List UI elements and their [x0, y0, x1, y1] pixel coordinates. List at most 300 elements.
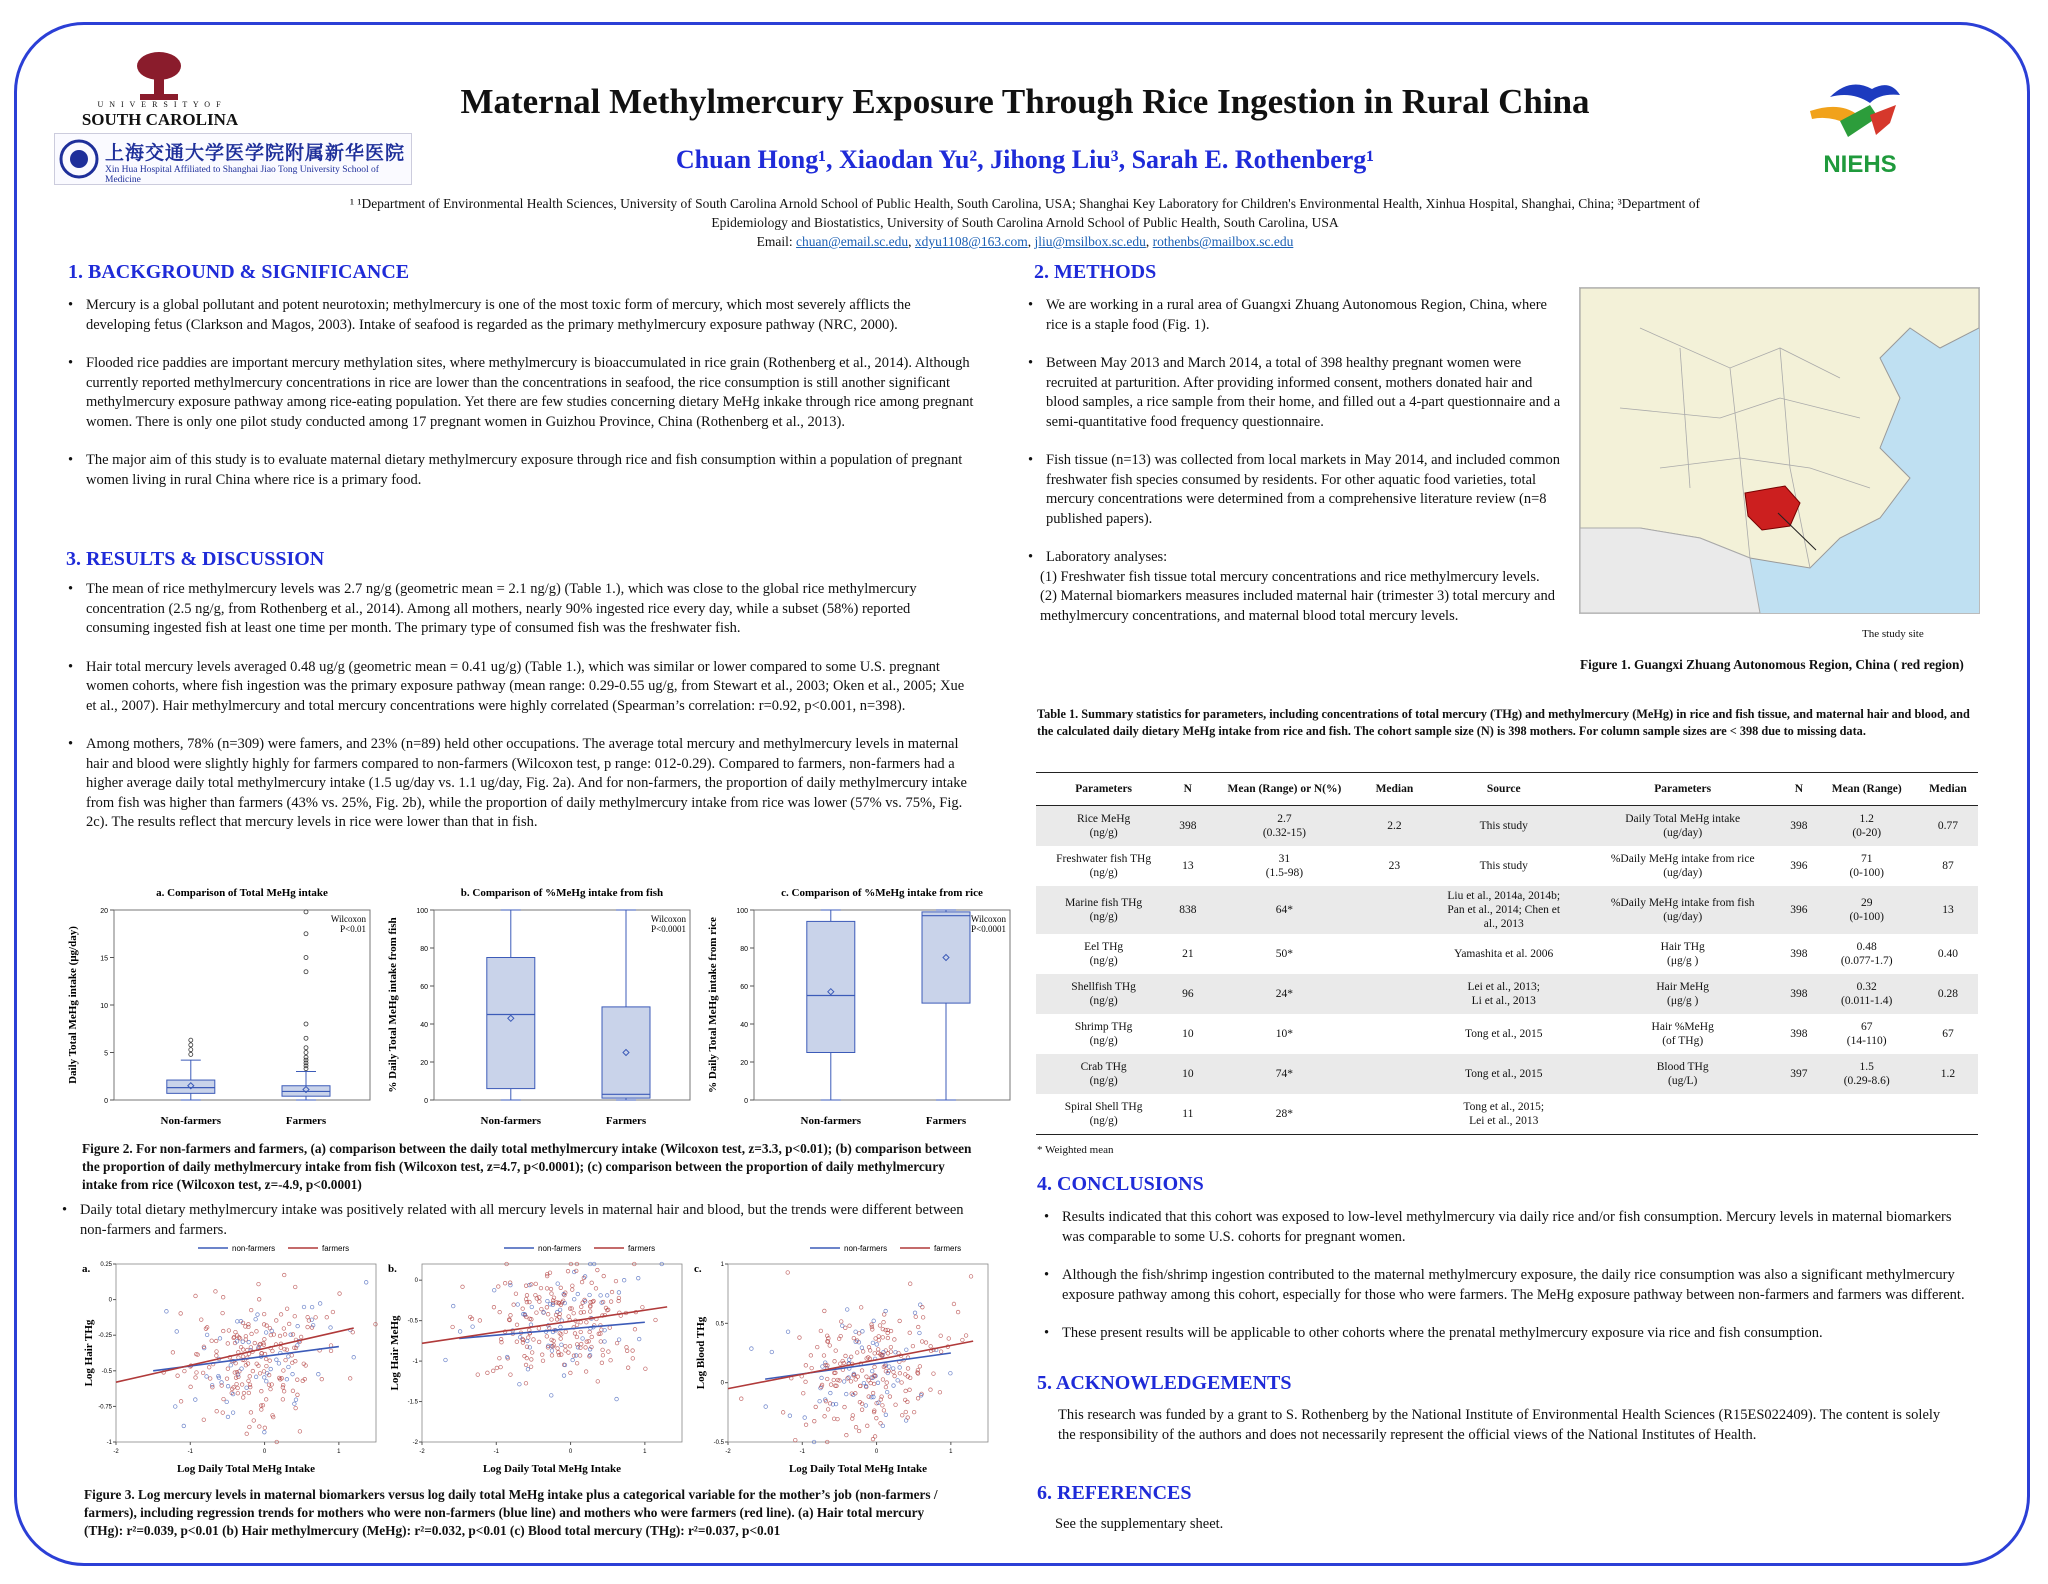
scatter-point [234, 1330, 238, 1334]
scatter-point [291, 1333, 295, 1337]
boxplot-title: c. Comparison of %MeHg intake from rice [781, 887, 983, 899]
table-header-cell: Source [1424, 773, 1583, 806]
scatter-point [848, 1324, 852, 1328]
table-row [1036, 934, 1978, 974]
scatter-point [248, 1425, 252, 1429]
scatter-point [287, 1355, 291, 1359]
scatter-point [872, 1319, 876, 1323]
scatter-point [590, 1281, 594, 1285]
scatter-point [892, 1384, 896, 1388]
results-heading: 3. RESULTS & DISCUSSION [66, 548, 325, 570]
scatter-point [916, 1368, 920, 1372]
scatter-point [294, 1359, 298, 1363]
scatter-point [625, 1346, 629, 1350]
scatter-point [563, 1293, 567, 1297]
scatter-point [549, 1287, 553, 1291]
table-row [1036, 1014, 1978, 1054]
table-cell: This study [1479, 860, 1528, 872]
scatter-point [524, 1284, 528, 1288]
y-tick-label: 0 [108, 1297, 112, 1304]
scatter-point [257, 1282, 261, 1286]
scatter-point [861, 1330, 865, 1334]
scatter-point [194, 1376, 198, 1380]
scatter-point [275, 1358, 279, 1362]
table-cell: 2.2 [1364, 806, 1424, 847]
table-cell: 1.2 [1918, 1054, 1978, 1094]
scatter-point [306, 1325, 310, 1329]
scatter-point [599, 1294, 603, 1298]
scatter-point [294, 1398, 298, 1402]
y-tick-label: -2 [412, 1440, 418, 1446]
email-link-3[interactable]: jliu@msilbox.sc.edu [1034, 234, 1146, 249]
scatter-point [781, 1411, 785, 1415]
email-link-1[interactable]: chuan@email.sc.edu [796, 234, 909, 249]
scatter-point [641, 1305, 645, 1309]
table-cell: 396 [1782, 886, 1815, 934]
y-tick-label: 40 [420, 1022, 428, 1029]
scatter-point [348, 1377, 352, 1381]
scatter-point [818, 1399, 822, 1403]
scatter-point [521, 1341, 525, 1345]
scatter-point [559, 1286, 563, 1290]
x-tick-label: -1 [493, 1449, 499, 1455]
scatter-point [236, 1391, 240, 1395]
scatter-point [265, 1364, 269, 1368]
scatter-point [896, 1379, 900, 1383]
table-cell: 1.2 (0-20) [1816, 806, 1918, 847]
scatter-point [605, 1294, 609, 1298]
table-cell: 11 [1182, 1108, 1194, 1120]
scatter-point [201, 1371, 205, 1375]
scatter-point [550, 1292, 554, 1296]
scatter-point [614, 1279, 618, 1283]
scatter-point [865, 1375, 869, 1379]
scatter-point [969, 1275, 973, 1279]
scatter-point [302, 1305, 306, 1309]
scatter-point [251, 1369, 255, 1373]
scatter-point [293, 1314, 297, 1318]
scatter-point [207, 1365, 211, 1369]
legend-label: farmers [322, 1244, 350, 1253]
scatter-point [615, 1341, 619, 1345]
scatter-point [846, 1377, 850, 1381]
scatter-point [575, 1335, 579, 1339]
y-tick-label: 0 [744, 1098, 748, 1105]
y-tick-label: -0.75 [98, 1404, 112, 1411]
table-header-cell: Median [1364, 773, 1424, 806]
outlier-point [304, 932, 308, 936]
scatter-point [838, 1362, 842, 1366]
scatter-point [844, 1354, 848, 1358]
y-axis-label: Log Hair MeHg [389, 1315, 401, 1391]
scatter-point [532, 1338, 536, 1342]
china-map-graphic [1580, 288, 1979, 613]
x-tick-label: -2 [419, 1449, 425, 1455]
scatter-point [176, 1374, 180, 1378]
table-cell: Liu et al., 2014a, 2014b; Pan et al., 2014; Chen et al., 2013 [1424, 886, 1583, 934]
background-bullet: • The major aim of this study is to evaluate maternal dietary methylmercury exposure through rice and fish consumption within a population of pregnant women living in rural China where rice is a primary food. [66, 451, 976, 490]
scatter-point [869, 1381, 873, 1385]
scatter-point [546, 1299, 550, 1303]
scatter-point [550, 1349, 554, 1353]
scatter-point [939, 1334, 943, 1338]
background-bullets [66, 296, 976, 509]
scatter-point [555, 1318, 559, 1322]
scatter-point [183, 1369, 187, 1373]
scatter-point [540, 1307, 544, 1311]
scatter-point [530, 1351, 534, 1355]
scatter-point [819, 1329, 823, 1333]
scatter-point [260, 1389, 264, 1393]
scatter-point [329, 1349, 333, 1353]
plot-area [114, 910, 370, 1100]
scatter-point [268, 1359, 272, 1363]
x-tick-label: -1 [187, 1449, 193, 1455]
scatter-point [530, 1305, 534, 1309]
scatter-point [601, 1348, 605, 1352]
scatter-point [631, 1349, 635, 1353]
outlier-point [189, 1038, 193, 1042]
background-bullet: • Mercury is a global pollutant and potent neurotoxin; methylmercury is one of the most toxic form of mercury, which most severely afflicts the developing fetus (Clarkson and Magos, 2003). Intake of seafood is regarded as the primary methylmercury exposure pathway (NRC, 2000). [66, 296, 976, 335]
scatter-point [906, 1416, 910, 1420]
scatter-point [918, 1331, 922, 1335]
box [922, 912, 970, 1003]
scatter-point [584, 1346, 588, 1350]
references-heading: 6. REFERENCES [1037, 1482, 1192, 1504]
niehs-logo-text: NIEHS [1823, 151, 1897, 178]
scatter-point [255, 1330, 259, 1334]
scatter-point [282, 1389, 286, 1393]
boxplot-c [700, 880, 1020, 1130]
panel-label: b. [388, 1263, 397, 1275]
scatter-point [269, 1387, 273, 1391]
scatter-point [961, 1338, 965, 1342]
y-tick-label: 0 [104, 1098, 108, 1105]
scatter-point [215, 1350, 219, 1354]
scatter-point [199, 1318, 203, 1322]
legend-label: farmers [934, 1244, 962, 1253]
scatter-point [529, 1323, 533, 1327]
scatter-point [285, 1307, 289, 1311]
scatter-point [492, 1288, 496, 1292]
scatter-point [810, 1366, 814, 1370]
table-cell: 71 (0-100) [1849, 853, 1884, 879]
email-link-4[interactable]: rothenbs@mailbox.sc.edu [1152, 234, 1294, 249]
scatter-point [884, 1309, 888, 1313]
x-tick-label: 1 [337, 1449, 341, 1455]
scatter-point [854, 1378, 858, 1382]
scatter-point [908, 1282, 912, 1286]
table-row [1036, 1094, 1978, 1134]
box [487, 958, 535, 1089]
y-tick-label: 80 [420, 946, 428, 953]
scatter-point [205, 1375, 209, 1379]
y-axis-label: Daily Total MeHg intake (μg/day) [67, 926, 79, 1084]
table-cell: Shellfish THg (ng/g) [1036, 974, 1171, 1014]
scatter-point [845, 1308, 849, 1312]
table-cell [1816, 1094, 1918, 1134]
xinhua-english-name: Xin Hua Hospital Affiliated to Shanghai Jiao Tong University School of Medicine [105, 165, 379, 185]
scatter-point [235, 1320, 239, 1324]
scatter-point [512, 1303, 516, 1307]
conclusions-heading: 4. CONCLUSIONS [1037, 1173, 1204, 1195]
scatter-point [227, 1329, 231, 1333]
table-cell: 0.40 [1937, 948, 1958, 960]
xinhua-chinese-name: 上海交通大学医学院附属新华医院 [105, 142, 406, 164]
usc-logo [70, 44, 250, 130]
table-cell: 29 (0-100) [1816, 886, 1918, 934]
xinhua-seal-icon [59, 139, 99, 179]
results-bullet: • Hair total mercury levels averaged 0.48 ug/g (geometric mean = 0.41 ug/g) (Table 1.), which was similar or lower compared to some U.S. pregnant women cohorts, where fish ingestion was the primary exposure pathway (mean range: 0.29-0.55 ug/g, from Stewart et al., 2003; Oken et al., 2005; Xue et al., 2007). Hair methylmercury and total mercury concentrations were highly correlated (Spearman’s correlation: r=0.92, p<0.001, n=398). [66, 658, 976, 717]
scatter-point [249, 1308, 253, 1312]
scatter-point [284, 1358, 288, 1362]
scatter-point [250, 1332, 254, 1336]
category-label: Non-farmers [480, 1115, 542, 1127]
scatter-point [854, 1425, 858, 1429]
regression-line-farmers [422, 1307, 667, 1343]
scatter-point [881, 1378, 885, 1382]
boxplot-b [380, 880, 700, 1130]
scatter-point [262, 1312, 266, 1316]
table-cell: 0.77 [1918, 806, 1978, 847]
scatter-point [843, 1405, 847, 1409]
scatter-point [860, 1346, 864, 1350]
table-cell: 21 [1182, 948, 1194, 960]
scatter-point [888, 1395, 892, 1399]
scatterplot-b [384, 1240, 690, 1480]
scatter-point [240, 1367, 244, 1371]
scatter-point [252, 1419, 256, 1423]
table-cell: Freshwater fish THg (ng/g) [1056, 853, 1152, 879]
scatter-point [282, 1327, 286, 1331]
methods-bullet: • We are working in a rural area of Guangxi Zhuang Autonomous Region, China, where rice is a staple food (Fig. 1). [1026, 296, 1566, 335]
scatter-point [296, 1393, 300, 1397]
scatter-point [615, 1397, 619, 1401]
scatter-point [876, 1348, 880, 1352]
y-tick-label: 5 [104, 1050, 108, 1058]
scatter-point [845, 1433, 849, 1437]
table-cell: Crab THg (ng/g) [1036, 1054, 1171, 1094]
legend-label: non-farmers [538, 1244, 582, 1253]
table-header-cell: Parameters [1583, 773, 1782, 806]
scatter-point [938, 1390, 942, 1394]
scatter-point [277, 1362, 281, 1366]
scatter-point [600, 1361, 604, 1365]
scatter-point [898, 1366, 902, 1370]
outlier-point [304, 1055, 308, 1059]
scatter-point [867, 1345, 871, 1349]
figure-2-caption: Figure 2. For non-farmers and farmers, (a) comparison between the daily total methylmercury intake (Wilcoxon test, z=3.3, p<0.01); (b) comparison between the proportion of daily methylmercury intake from fish (Wilcoxon test, z=4.7, p<0.0001); (c) comparison between the proportion of daily methylmercury intake from rice (Wilcoxon test, z=-4.9, p<0.0001) [82, 1141, 972, 1192]
scatter-point [374, 1322, 378, 1326]
scatter-point [296, 1324, 300, 1328]
scatter-point [793, 1438, 797, 1442]
scatter-point [231, 1411, 235, 1415]
scatter-point [579, 1330, 583, 1334]
table-cell [1583, 1094, 1782, 1134]
scatter-point [601, 1353, 605, 1357]
scatter-point [924, 1341, 928, 1345]
scatter-point [839, 1320, 843, 1324]
scatter-point [194, 1398, 198, 1402]
scatter-point [264, 1398, 268, 1402]
scatter-point [893, 1374, 897, 1378]
scatter-point [509, 1283, 513, 1287]
scatter-point [496, 1285, 500, 1289]
scatter-point [247, 1391, 251, 1395]
scatter-point [530, 1358, 534, 1362]
table-1-caption: Table 1. Summary statistics for parameters, including concentrations of total mercury (THg) and methylmercury (MeHg) in rice and fish tissue, and maternal hair and blood, and the calculated daily dietary MeHg intake from rice and fish. The cohort sample size (N) is 398 mothers. For column sample sizes are < 398 due to missing data. [1037, 707, 1970, 738]
scatter-point [875, 1416, 879, 1420]
scatter-point [195, 1371, 199, 1375]
scatter-point [812, 1419, 816, 1423]
scatter-point [877, 1338, 881, 1342]
scatter-point [564, 1330, 568, 1334]
scatter-point [264, 1379, 268, 1383]
scatter-point [293, 1402, 297, 1406]
scatter-point [809, 1354, 813, 1358]
scatter-point [911, 1344, 915, 1348]
table-cell: 24* [1204, 974, 1364, 1014]
scatter-point [887, 1365, 891, 1369]
scatter-point [770, 1350, 774, 1354]
scatter-point [537, 1327, 541, 1331]
scatter-point [320, 1377, 324, 1381]
scatter-point [764, 1405, 768, 1409]
email-link-2[interactable]: xdyu1108@163.com [914, 234, 1028, 249]
annotation-text: P<0.0001 [971, 924, 1006, 934]
scatter-point [633, 1327, 637, 1331]
scatter-point [596, 1380, 600, 1384]
scatter-point [820, 1376, 824, 1380]
legend-label: farmers [628, 1244, 656, 1253]
scatter-point [860, 1369, 864, 1373]
scatter-point [588, 1355, 592, 1359]
scatter-point [248, 1375, 252, 1379]
scatter-point [804, 1423, 808, 1427]
scatter-point [654, 1318, 658, 1322]
scatter-point [550, 1354, 554, 1358]
y-tick-label: 100 [736, 908, 748, 915]
acknowledgements-text: This research was funded by a grant to S. Rothenberg by the National Institute of Environmental Health Sciences (R15ES022409). The content is solely the responsibility of the authors and does not necessarily represent the official views of the National Institutes of Health. [1058, 1407, 1941, 1443]
scatter-point [610, 1290, 614, 1294]
scatter-point [352, 1355, 356, 1359]
y-tick-label: -1 [412, 1359, 418, 1366]
scatter-point [833, 1360, 837, 1364]
table-cell [1364, 934, 1424, 974]
results-bullet: • Among mothers, 78% (n=309) were famers, and 23% (n=89) held other occupations. The average total mercury and methylmercury levels in maternal hair and blood were slightly highly for farmers compared to non-farmers (Wilcoxon test, p range: 012-0.29). Compared to farmers, non-farmers had a higher average daily total methylmercury intake (1.5 ug/day vs. 1.1 ug/day, Fig. 2a). And for non-farmers, the proportion of daily methylmercury intake from fish was higher than farmers (43% vs. 25%, Fig. 2b), while the proportion of daily methylmercury intake from rice was lower (57% vs. 75%, Fig. 2c). The results reflect that mercury levels in rice were lower than that in fish. [66, 735, 976, 833]
y-tick-label: -1 [106, 1440, 112, 1446]
table-cell: 50* [1275, 948, 1294, 960]
table-cell: Rice MeHg (ng/g) [1036, 806, 1171, 847]
scatter-point [526, 1367, 530, 1371]
scatter-point [254, 1317, 258, 1321]
scatter-point [949, 1371, 953, 1375]
scatter-point [569, 1371, 573, 1375]
scatter-point [179, 1312, 183, 1316]
scatter-point [451, 1325, 455, 1329]
scatter-point [852, 1336, 856, 1340]
scatter-point [575, 1361, 579, 1365]
scatter-point [215, 1354, 219, 1358]
scatter-point [599, 1340, 603, 1344]
table-cell: 396 [1790, 860, 1808, 872]
y-tick-label: 40 [740, 1022, 748, 1029]
methods-bullets [1026, 296, 1566, 626]
scatter-point [461, 1285, 465, 1289]
y-tick-label: 10 [100, 1003, 108, 1010]
scatter-point [540, 1353, 544, 1357]
scatter-point [287, 1365, 291, 1369]
legend-label: non-farmers [232, 1244, 276, 1253]
scatter-point [509, 1373, 513, 1377]
methods-heading: 2. METHODS [1034, 261, 1157, 283]
scatter-point [175, 1330, 179, 1334]
scatter-point [786, 1271, 790, 1275]
scatter-point [596, 1268, 600, 1272]
scatter-point [471, 1325, 475, 1329]
scatter-point [859, 1306, 863, 1310]
scatter-point [248, 1385, 252, 1389]
table-cell: 397 [1782, 1054, 1815, 1094]
y-tick-label: -1.5 [407, 1399, 418, 1406]
scatter-point [208, 1377, 212, 1381]
table-cell: Yamashita et al. 2006 [1454, 948, 1554, 960]
usc-logo-top-text: U N I V E R S I T Y O F [97, 100, 223, 109]
y-tick-label: 100 [416, 908, 428, 915]
y-tick-label: 0 [414, 1278, 418, 1285]
scatter-point [964, 1334, 968, 1338]
scatter-point [886, 1336, 890, 1340]
scatter-point [892, 1370, 896, 1374]
scatter-point [952, 1302, 956, 1306]
table-cell: 31 (1.5-98) [1265, 853, 1304, 879]
results-bullet: • The mean of rice methylmercury levels was 2.7 ng/g (geometric mean = 2.1 ng/g) (Table 1.), which was close to the global rice methylmercury concentration (2.5 ng/g, from Rothenberg et al., 2014). Among all mothers, nearly 90% ingested rice every day, while a subset (58%) reported consuming ingested fish at least one time per month. The primary type of consumed fish was the freshwater fish. [66, 580, 976, 639]
scatter-point [870, 1328, 874, 1332]
table-header-row [1036, 773, 1978, 806]
table-header-cell: Mean (Range) [1816, 773, 1918, 806]
references-text: See the supplementary sheet. [1055, 1516, 1224, 1532]
scatter-point [558, 1308, 562, 1312]
scatter-point [521, 1307, 525, 1311]
table-cell: 398 [1790, 948, 1808, 960]
scatter-point [929, 1388, 933, 1392]
table-cell: 13 [1918, 886, 1978, 934]
scatter-point [236, 1386, 240, 1390]
y-axis-label: Log Hair THg [83, 1319, 95, 1387]
scatter-point [515, 1323, 519, 1327]
scatter-point [264, 1331, 268, 1335]
scatter-point [882, 1409, 886, 1413]
table-cell: Blood THg (ug/L) [1583, 1054, 1782, 1094]
scatter-point [894, 1403, 898, 1407]
scatter-point [545, 1335, 549, 1339]
table-footnote: * Weighted mean [1037, 1144, 1114, 1156]
scatter-point [578, 1354, 582, 1358]
scatter-point [331, 1310, 335, 1314]
scatter-point [581, 1337, 585, 1341]
scatter-point [570, 1288, 574, 1292]
scatter-point [584, 1370, 588, 1374]
scatter-point [235, 1382, 239, 1386]
scatter-point [253, 1341, 257, 1345]
y-tick-label: 0.5 [715, 1321, 724, 1328]
scatter-point [857, 1429, 861, 1433]
table-cell: 0.28 [1918, 974, 1978, 1014]
scatter-point [804, 1364, 808, 1368]
scatter-point [829, 1391, 833, 1395]
scatter-point [210, 1339, 214, 1343]
scatter-point [622, 1278, 626, 1282]
